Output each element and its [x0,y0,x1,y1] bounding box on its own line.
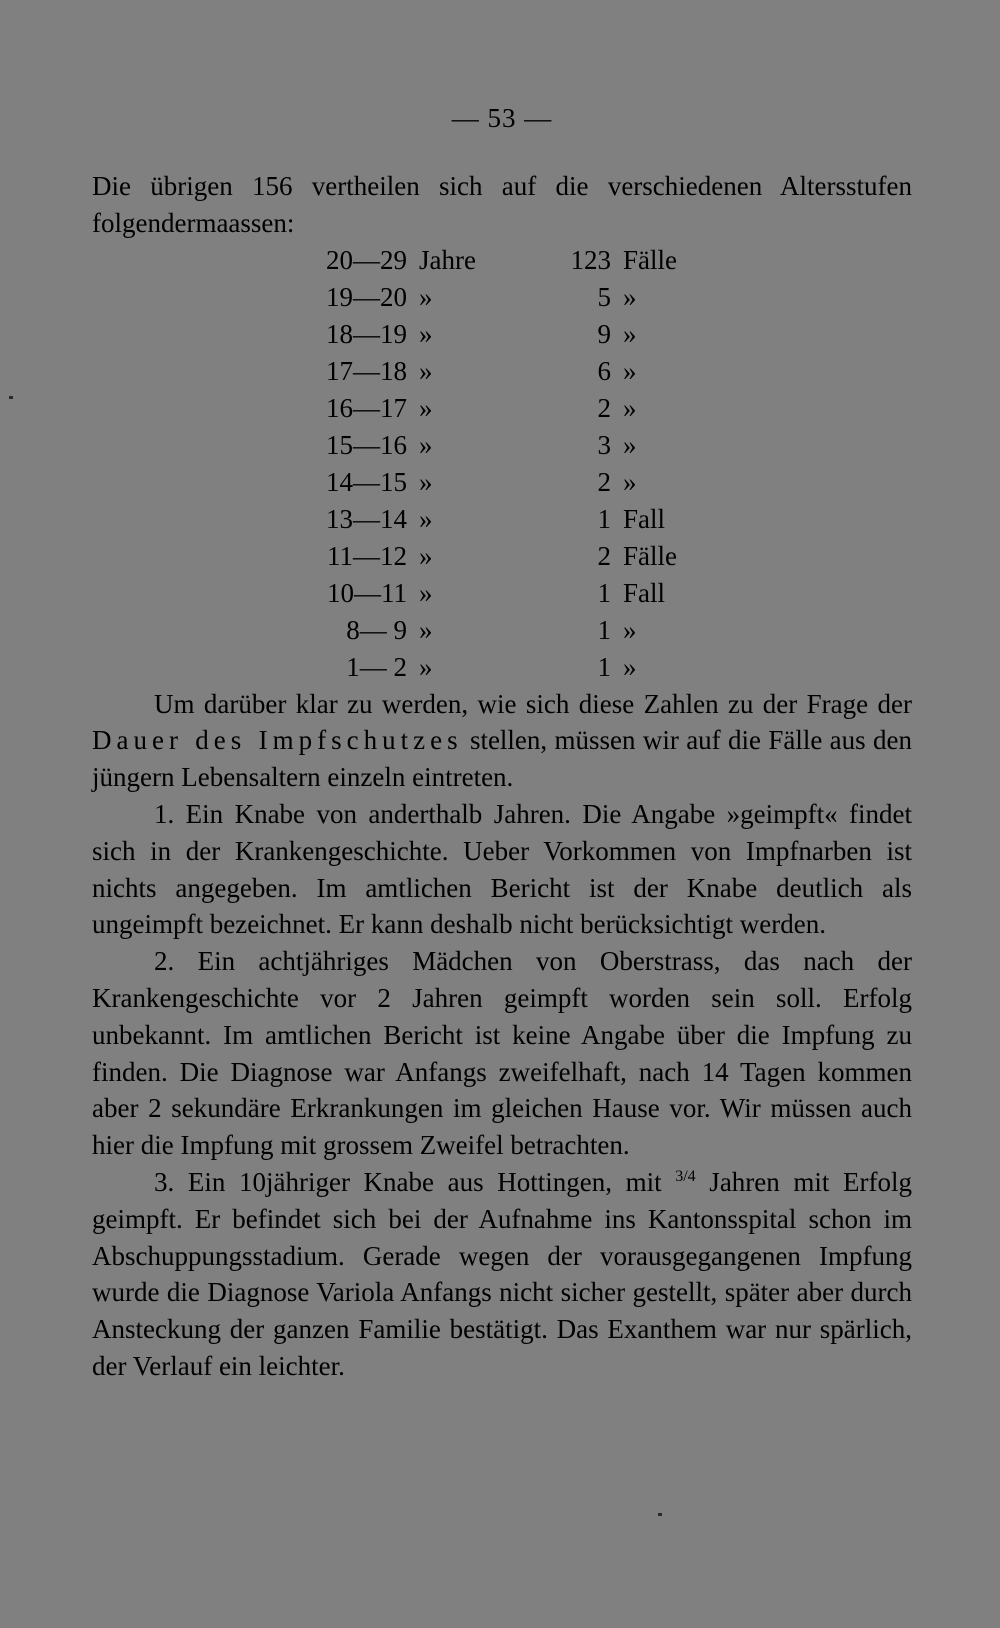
question-emphasis: Dauer des Impfschutzes [92,725,463,756]
age-range: 13—14 [326,503,407,534]
age-unit: Jahre [419,244,476,275]
age-range: 11—12 [327,540,407,571]
age-range: 1— 2 [346,651,407,682]
intro-paragraph: Die übrigen 156 vertheilen sich auf die verschiedenen Altersstufen folgendermaassen: [92,171,912,238]
case-count: 2 [597,466,611,497]
case-count: 123 [570,244,611,275]
age-unit: » [419,281,433,312]
age-unit: » [419,540,433,571]
age-table-row [315,538,677,575]
case-label: » [623,614,637,645]
case-count: 5 [597,281,611,312]
case-2-paragraph: 2. Ein achtjähriges Mädchen von Oberstrass, das nach der Krankengeschichte vor 2 Jahren geimpft worden sein soll. Erfolg unbekannt. Im amtlichen Bericht ist keine Angabe über die Impfung zu finden. Die Diagnose war Anfangs zweifelhaft, nach 14 Tagen kommen aber 2 sekundäre Erkrankungen im gleichen Hause vor. Wir müssen auch hier die Impfung mit grossem Zweifel betrachten. [92,946,912,1161]
case-label: Fälle [623,244,677,275]
case-3-text-after: Jahren mit Erfolg geimpft. Er befindet sich bei der Aufnahme ins Kantonsspital schon im Abschuppungsstadium. Gerade wegen der vorausgegangenen Impfung wurde die Diagnose Variola Anfangs nicht sicher gestellt, später aber durch Ansteckung der ganzen Familie bestätigt. Das Exanthem war nur spärlich, der Verlauf ein leichter. [92,1166,912,1381]
age-range: 20—29 [326,244,407,275]
age-unit: » [419,429,433,460]
age-distribution-table [315,242,677,686]
case-count: 1 [597,614,611,645]
age-unit: » [419,318,433,349]
case-count: 1 [597,577,611,608]
case-3-paragraph [92,1164,912,1385]
age-range: 15—16 [326,429,407,460]
case-label: Fall [623,503,666,534]
age-table-row [315,464,677,501]
case-1-paragraph: 1. Ein Knabe von anderthalb Jahren. Die Angabe »geimpft« findet sich in der Krankengeschichte. Ueber Vorkommen von Impfnarben ist nichts angegeben. Im amtlichen Bericht ist der Knabe deutlich als ungeimpft bezeichnet. Er kann deshalb nicht berücksichtigt werden. [92,798,912,940]
age-table-row [315,427,677,464]
case-3-text-before: 3. Ein 10jähriger Knabe aus Hottingen, mit [154,1166,676,1197]
age-range: 18—19 [326,318,407,349]
age-table-row [315,316,677,353]
age-range: 19—20 [326,281,407,312]
case-label: » [623,466,637,497]
case-count: 9 [597,318,611,349]
case-count: 2 [597,540,611,571]
question-text-after: stellen, müssen wir auf die Fälle aus den jüngern Lebensaltern einzeln eintreten. [92,725,912,793]
age-range: 17—18 [326,355,407,386]
age-range: 8— 9 [346,614,407,645]
scan-speck [658,1513,662,1516]
age-unit: » [419,466,433,497]
age-table-row [315,242,677,279]
age-range: 16—17 [326,392,407,423]
case-label: » [623,318,637,349]
case-count: 6 [597,355,611,386]
case-label: » [623,281,637,312]
case-label: » [623,651,637,682]
case-count: 3 [597,429,611,460]
age-range: 10—11 [327,577,407,608]
scan-speck [9,396,13,399]
age-table-row [315,612,677,649]
case-label: » [623,392,637,423]
age-table-row [315,575,677,612]
age-table-row [315,353,677,390]
age-table-row [315,649,677,686]
age-range: 14—15 [326,466,407,497]
question-paragraph [92,686,912,796]
case-count: 1 [597,651,611,682]
age-unit: » [419,503,433,534]
question-text-before: Um darüber klar zu werden, wie sich diese Zahlen zu der Frage der [154,688,912,719]
age-unit: » [419,392,433,423]
age-unit: » [419,651,433,682]
case-count: 2 [597,392,611,423]
case-label: Fälle [623,540,677,571]
book-page [92,100,912,1385]
page-number: — 53 — [451,103,553,133]
case-label: » [623,355,637,386]
age-unit: » [419,577,433,608]
case-count: 1 [597,503,611,534]
age-unit: » [419,355,433,386]
age-table-row [315,501,677,538]
age-unit: » [419,614,433,645]
age-table-row [315,390,677,427]
case-3-fraction: 3/4 [675,1167,696,1185]
age-table-row [315,279,677,316]
case-label: » [623,429,637,460]
case-label: Fall [623,577,666,608]
